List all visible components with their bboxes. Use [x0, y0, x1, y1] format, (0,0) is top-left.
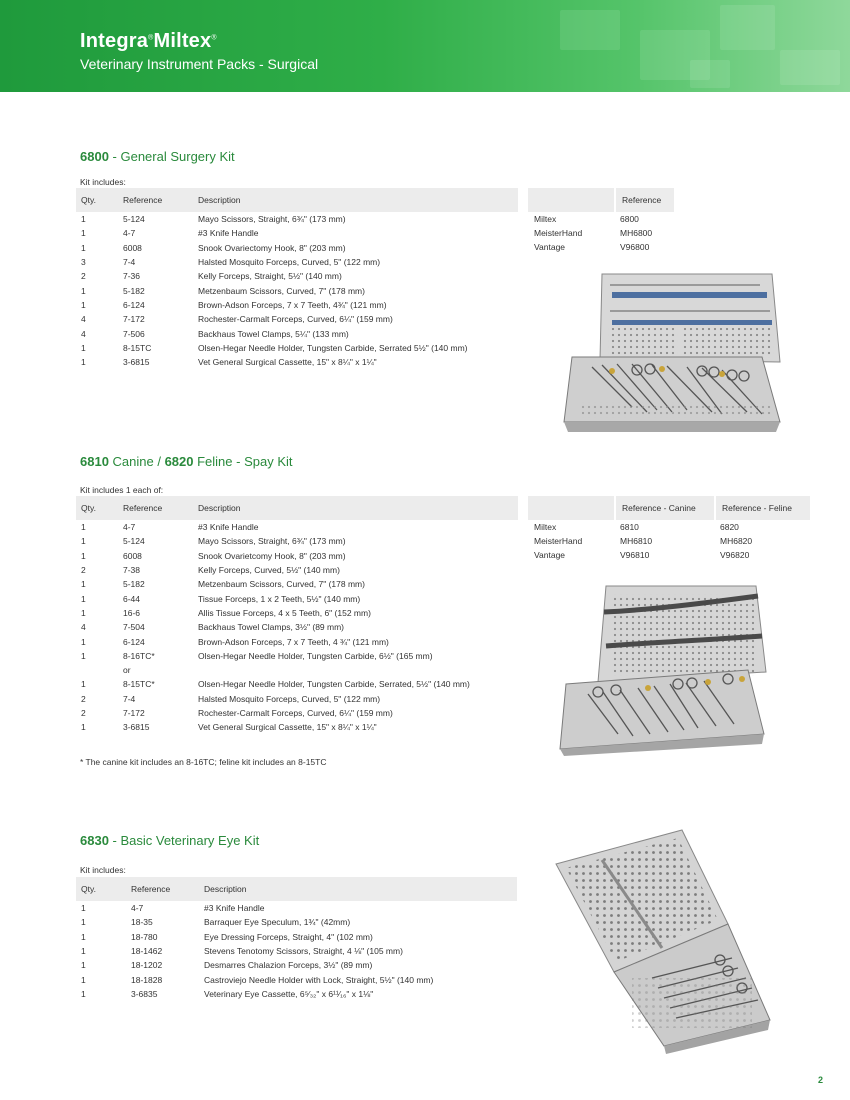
kit-includes-label: Kit includes: [80, 865, 126, 875]
table-cell [76, 663, 118, 677]
table-cell: 6-44 [123, 593, 141, 604]
table-cell: 1 [81, 960, 86, 971]
table-cell: 1 [81, 593, 86, 604]
table-row [76, 312, 518, 326]
table-row [76, 255, 518, 269]
table-cell: Vet General Surgical Cassette, 15" x 8¼" x 1¼" [198, 357, 377, 368]
table-cell: 1 [81, 679, 86, 690]
table-cell: 6810 [620, 522, 639, 532]
ref-col-feline: Reference - Feline [714, 496, 810, 520]
header-decor-tile [780, 50, 840, 85]
ref-col-brand [528, 188, 614, 212]
header-decor-tile [560, 10, 620, 50]
table-cell: 7-506 [123, 328, 145, 339]
table-cell: Rochester-Carmalt Forceps, Curved, 6¼" (159 mm) [198, 314, 393, 325]
table-cell: Snook Ovariectomy Hook, 8" (203 mm) [198, 242, 346, 253]
table-row [76, 987, 517, 1001]
table-cell: Halsted Mosquito Forceps, Curved, 5" (122 mm) [198, 257, 381, 268]
table-cell: 1 [81, 579, 86, 590]
table-cell: 2 [81, 271, 86, 282]
table-cell: 7-36 [123, 271, 141, 282]
col-description: Description [193, 188, 518, 212]
kit-includes-label: Kit includes: [80, 177, 126, 187]
table-cell: Tissue Forceps, 1 x 2 Teeth, 5½" (140 mm) [198, 593, 361, 604]
col-reference: Reference [118, 188, 193, 212]
table-cell: Backhaus Towel Clamps, 3½" (89 mm) [198, 622, 344, 633]
table-cell: Allis Tissue Forceps, 4 x 5 Teeth, 6" (152 mm) [198, 607, 371, 618]
section-title-6800: 6800 - General Surgery Kit [80, 149, 235, 164]
table-row [76, 577, 518, 591]
table-cell: 8-15TC [123, 342, 152, 353]
table-cell: 18-35 [131, 917, 153, 928]
table-cell: 6008 [123, 550, 142, 561]
table-cell: #3 Knife Handle [198, 228, 259, 239]
table-row [76, 326, 518, 340]
table-cell: Stevens Tenotomy Scissors, Straight, 4 ⅛" (105 mm) [204, 946, 403, 957]
table-cell: 7-172 [123, 708, 145, 718]
table-row [76, 677, 518, 691]
header-decor-tile [720, 5, 775, 50]
table-cell: Rochester-Carmalt Forceps, Curved, 6¼" (159 mm) [198, 708, 393, 718]
table-cell: V96800 [620, 242, 650, 252]
table-row [76, 692, 518, 706]
table-cell: 1 [81, 722, 86, 733]
table-row [76, 283, 518, 297]
table-cell: 3-6835 [131, 988, 158, 999]
table-cell: 1 [81, 931, 86, 942]
page-number: 2 [818, 1075, 824, 1085]
table-cell: 1 [81, 903, 86, 914]
table-row [76, 706, 518, 720]
ref-row [528, 520, 810, 534]
table-cell: or [123, 665, 131, 676]
table-cell: 18-1828 [131, 974, 163, 985]
table-row [76, 591, 518, 605]
table-cell: 6800 [620, 214, 639, 224]
table-cell: MeisterHand [534, 536, 583, 546]
col-qty: Qty. [76, 188, 118, 212]
section-title-6830: 6830 - Basic Veterinary Eye Kit [80, 833, 260, 848]
table-cell: 1 [81, 917, 86, 928]
table-row [76, 549, 518, 563]
col-reference: Reference [118, 496, 193, 520]
table-row [76, 663, 518, 677]
table-cell: 1 [81, 536, 86, 547]
table-cell: 6820 [720, 522, 739, 532]
page-subtitle: Veterinary Instrument Packs - Surgical [80, 56, 319, 72]
table-cell: MH6800 [620, 228, 653, 238]
table-cell: Kelly Forceps, Curved, 5½" (140 mm) [198, 565, 340, 576]
table-cell: #3 Knife Handle [204, 903, 265, 914]
table-cell: 1 [81, 946, 86, 957]
eye-cassette-image [552, 828, 772, 1054]
table-row [76, 212, 518, 226]
table-cell: 7-4 [123, 257, 136, 268]
table-cell: 1 [81, 988, 86, 999]
table-cell: Olsen-Hegar Needle Holder, Tungsten Carbide, 6½" (165 mm) [198, 650, 433, 661]
table-cell: Brown-Adson Forceps, 7 x 7 Teeth, 4 ¾" (121 mm) [198, 636, 389, 647]
table-cell: 3 [81, 257, 86, 268]
table-cell: 2 [81, 693, 86, 704]
table-row [76, 241, 518, 255]
kit-includes-label: Kit includes 1 each of: [80, 485, 164, 495]
table-cell: 2 [81, 565, 86, 576]
table-cell: Veterinary Eye Cassette, 6⁵⁄₃₂" x 6¹¹⁄₁₆" x 1⅛" [204, 988, 374, 999]
table-cell: Olsen-Hegar Needle Holder, Tungsten Carbide, Serrated 5½" (140 mm) [198, 342, 468, 353]
col-qty: Qty. [76, 877, 126, 901]
table-cell: 6-124 [123, 299, 145, 310]
table-cell: 1 [81, 650, 86, 661]
table-cell: Brown-Adson Forceps, 7 x 7 Teeth, 4¾" (121 mm) [198, 299, 387, 310]
table-cell: V96820 [720, 550, 750, 560]
table-cell: 4 [81, 328, 86, 339]
table-row [76, 298, 518, 312]
header-decor-tile [690, 60, 730, 88]
table-cell: MH6820 [720, 536, 753, 546]
table-cell: 4 [81, 314, 86, 325]
table-cell: Backhaus Towel Clamps, 5¼" (133 mm) [198, 328, 349, 339]
table-row [76, 620, 518, 634]
table-cell: Halsted Mosquito Forceps, Curved, 5" (122 mm) [198, 693, 381, 704]
table-cell: Vantage [534, 550, 566, 560]
table-cell: 1 [81, 974, 86, 985]
table-cell: 5-182 [123, 285, 145, 296]
table-row [76, 720, 518, 734]
table-cell: 4-7 [123, 522, 136, 533]
col-description: Description [199, 877, 517, 901]
table-cell [193, 663, 518, 677]
table-row [76, 355, 518, 369]
table-row [76, 341, 518, 355]
table-cell: 1 [81, 550, 86, 561]
ref-row [528, 240, 674, 254]
table-cell: Castroviejo Needle Holder with Lock, Straight, 5½" (140 mm) [204, 974, 434, 985]
brand-logo: Integra®Miltex® [80, 30, 217, 52]
table-cell: 18-1202 [131, 960, 163, 971]
table-cell: 1 [81, 299, 86, 310]
table-cell: Miltex [534, 522, 557, 532]
table-row [76, 269, 518, 283]
col-reference: Reference [126, 877, 199, 901]
table-cell: 1 [81, 228, 86, 239]
table-cell: 3-6815 [123, 357, 150, 368]
table-cell: Kelly Forceps, Straight, 5½" (140 mm) [198, 271, 342, 282]
ref-row [528, 226, 674, 240]
col-qty: Qty. [76, 496, 118, 520]
table-cell: 2 [81, 708, 86, 718]
kit-6810-ref-table [528, 496, 810, 562]
table-cell: Desmarres Chalazion Forceps, 3½" (89 mm) [204, 960, 373, 971]
table-cell: 1 [81, 636, 86, 647]
table-row [76, 649, 518, 663]
table-cell: 8-15TC* [123, 679, 155, 690]
table-row [76, 534, 518, 548]
table-cell: 3-6815 [123, 722, 150, 733]
table-cell: 8-16TC* [123, 650, 155, 661]
table-cell: Snook Ovarietcomy Hook, 8" (203 mm) [198, 550, 346, 561]
table-cell: 7-4 [123, 693, 136, 704]
table-cell: MeisterHand [534, 228, 583, 238]
table-cell: 7-172 [123, 314, 145, 325]
table-cell: Metzenbaum Scissors, Curved, 7" (178 mm) [198, 579, 365, 590]
table-cell: 1 [81, 357, 86, 368]
ref-row [528, 212, 674, 226]
kit-6800-table [76, 188, 518, 369]
table-row [76, 563, 518, 577]
table-cell: 1 [81, 607, 86, 618]
table-cell: Vet General Surgical Cassette, 15" x 8¼" x 1¼" [198, 722, 377, 733]
table-row [76, 930, 517, 944]
table-cell: 4-7 [131, 903, 144, 914]
table-cell: Metzenbaum Scissors, Curved, 7" (178 mm) [198, 285, 365, 296]
spay-kit-footnote: * The canine kit includes an 8-16TC; feline kit includes an 8-15TC [80, 757, 327, 767]
table-row [76, 915, 517, 929]
table-cell: Mayo Scissors, Straight, 6¾" (173 mm) [198, 214, 346, 225]
table-cell: 5-124 [123, 214, 145, 225]
table-cell: MH6810 [620, 536, 653, 546]
spay-cassette-image [558, 584, 770, 756]
table-cell: Eye Dressing Forceps, Straight, 4" (102 mm) [204, 931, 373, 942]
table-row [76, 944, 517, 958]
header-band [0, 0, 850, 92]
table-cell: 18-780 [131, 931, 158, 942]
table-cell: 6-124 [123, 636, 145, 647]
table-cell: 1 [81, 242, 86, 253]
table-cell: Barraquer Eye Speculum, 1¾" (42mm) [204, 917, 351, 928]
ref-col-canine: Reference - Canine [614, 496, 714, 520]
kit-6800-ref-table [528, 188, 674, 254]
table-cell: Vantage [534, 242, 566, 252]
table-cell: 7-38 [123, 565, 141, 576]
table-cell: Miltex [534, 214, 557, 224]
table-row [76, 606, 518, 620]
surgical-cassette-image [562, 272, 784, 440]
table-cell: 7-504 [123, 622, 145, 633]
table-cell: 16-6 [123, 607, 141, 618]
section-title-6810-6820: 6810 Canine / 6820 Feline - Spay Kit [80, 454, 293, 469]
ref-row [528, 548, 810, 562]
kit-6830-table [76, 877, 517, 1001]
table-row [76, 520, 518, 534]
table-cell: 1 [81, 342, 86, 353]
table-cell: 18-1462 [131, 946, 163, 957]
table-cell: 1 [81, 285, 86, 296]
table-cell: 4-7 [123, 228, 136, 239]
table-cell: 5-182 [123, 579, 145, 590]
table-cell: 4 [81, 622, 86, 633]
ref-row [528, 534, 810, 548]
table-cell: 1 [81, 522, 86, 533]
table-cell: Olsen-Hegar Needle Holder, Tungsten Carbide, Serrated, 5½" (140 mm) [198, 679, 470, 690]
kit-6810-table [76, 496, 518, 734]
table-row [76, 972, 517, 986]
table-cell: #3 Knife Handle [198, 522, 259, 533]
table-row [76, 634, 518, 648]
table-cell: 5-124 [123, 536, 145, 547]
col-description: Description [193, 496, 518, 520]
table-cell: Mayo Scissors, Straight, 6¾" (173 mm) [198, 536, 346, 547]
ref-col-reference: Reference [614, 188, 674, 212]
table-row [76, 901, 517, 915]
table-row [76, 226, 518, 240]
table-row [76, 958, 517, 972]
table-cell: V96810 [620, 550, 650, 560]
ref-col-brand [528, 496, 614, 520]
table-cell: 1 [81, 214, 86, 225]
table-cell: 6008 [123, 242, 142, 253]
